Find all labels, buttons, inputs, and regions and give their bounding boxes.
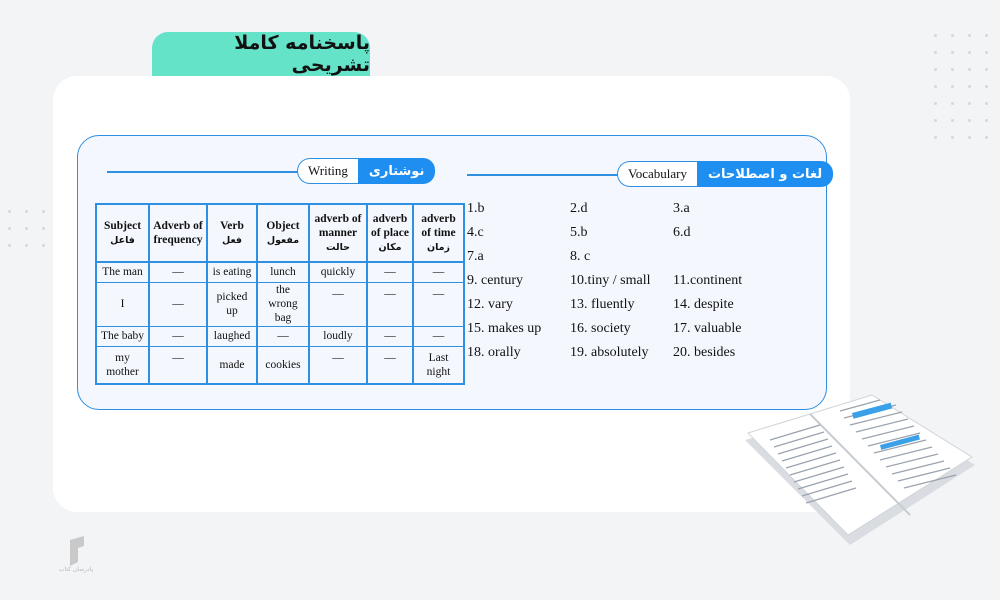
decorative-dot <box>985 51 988 54</box>
table-row <box>96 282 464 326</box>
vocabulary-answer: 3.a <box>673 201 690 216</box>
header-adverb-manner: adverb of manner حالت <box>309 204 367 262</box>
table-cell: — <box>149 346 207 384</box>
table-cell: — <box>413 262 464 282</box>
header-object: Object مفعول <box>257 204 309 262</box>
table-cell: I <box>96 282 149 326</box>
brand-logo-text: پادرسان کتاب <box>58 566 94 573</box>
vocabulary-answer: 11.continent <box>673 273 743 288</box>
table-cell: — <box>149 262 207 282</box>
vocabulary-answer: 8. c <box>570 249 591 264</box>
decorative-dot <box>968 34 971 37</box>
vocabulary-answer: 2.d <box>570 201 588 216</box>
decorative-dot <box>934 119 937 122</box>
vocabulary-label: Vocabulary <box>617 161 697 187</box>
decorative-dot <box>25 244 28 247</box>
decorative-dot <box>968 68 971 71</box>
table-cell: The baby <box>96 326 149 346</box>
table-row <box>96 346 464 384</box>
vocabulary-answer: 6.d <box>673 225 691 240</box>
decorative-dot <box>25 210 28 213</box>
decorative-dot <box>951 85 954 88</box>
vocabulary-answer: 13. fluently <box>570 297 635 312</box>
table-cell: — <box>309 282 367 326</box>
decorative-dot <box>968 102 971 105</box>
vocabulary-answer: 19. absolutely <box>570 345 649 360</box>
table-cell: — <box>149 326 207 346</box>
vocabulary-answer: 18. orally <box>467 345 521 360</box>
decorative-dot <box>985 102 988 105</box>
decorative-dot <box>42 227 45 230</box>
decorative-dot <box>968 85 971 88</box>
vocabulary-answer <box>673 248 787 265</box>
decorative-dot <box>934 34 937 37</box>
decorative-dot <box>951 34 954 37</box>
decorative-dot <box>985 85 988 88</box>
table-cell: made <box>207 346 257 384</box>
writing-persian-label: نوشتاری <box>358 158 435 184</box>
decorative-dot <box>951 102 954 105</box>
vocabulary-answer: 4.c <box>467 225 484 240</box>
vocabulary-answer: 9. century <box>467 273 523 288</box>
decorative-dot <box>934 68 937 71</box>
table-cell: — <box>413 326 464 346</box>
vocabulary-answer: 12. vary <box>467 297 513 312</box>
table-row <box>96 326 464 346</box>
decorative-dot <box>934 51 937 54</box>
table-cell: — <box>257 326 309 346</box>
decorative-dot <box>42 244 45 247</box>
table-cell: The man <box>96 262 149 282</box>
vocabulary-section-header <box>617 161 833 187</box>
vocabulary-answer: 5.b <box>570 225 588 240</box>
table-cell: — <box>149 282 207 326</box>
table-cell: lunch <box>257 262 309 282</box>
vocabulary-header-line <box>467 174 619 176</box>
table-header-row <box>96 204 464 262</box>
table-cell: cookies <box>257 346 309 384</box>
vocabulary-answer: 7.a <box>467 249 484 264</box>
table-cell: — <box>367 262 413 282</box>
vocabulary-answers <box>467 200 787 361</box>
decorative-dot <box>985 34 988 37</box>
decorative-dot <box>985 136 988 139</box>
table-cell: loudly <box>309 326 367 346</box>
writing-section-header <box>297 158 435 184</box>
table-cell: — <box>309 346 367 384</box>
table-cell: — <box>367 282 413 326</box>
decorative-dot <box>951 119 954 122</box>
vocabulary-answer: 1.b <box>467 201 485 216</box>
decorative-dot <box>968 51 971 54</box>
table-cell: the wrong bag <box>257 282 309 326</box>
table-cell: quickly <box>309 262 367 282</box>
decorative-dot <box>25 227 28 230</box>
table-cell: laughed <box>207 326 257 346</box>
vocabulary-persian-label: لغات و اصطلاحات <box>697 161 833 187</box>
decorative-dot <box>985 119 988 122</box>
table-cell: is eating <box>207 262 257 282</box>
vocabulary-answer: 15. makes up <box>467 321 542 336</box>
table-row <box>96 262 464 282</box>
header-subject: Subject فاعل <box>96 204 149 262</box>
table-cell: — <box>413 282 464 326</box>
table-cell: my mother <box>96 346 149 384</box>
table-cell: — <box>367 346 413 384</box>
page-title: پاسخنامه کاملا تشریحی <box>152 32 370 76</box>
writing-header-line <box>107 171 299 173</box>
decorative-dot <box>985 68 988 71</box>
writing-label: Writing <box>297 158 358 184</box>
table-cell: — <box>367 326 413 346</box>
vocabulary-answer: 10.tiny / small <box>570 273 651 288</box>
vocabulary-answer: 20. besides <box>673 345 736 360</box>
header-adverb-frequency: Adverb of frequency <box>149 204 207 262</box>
decorative-dot <box>968 119 971 122</box>
decorative-dot <box>934 102 937 105</box>
vocabulary-answer: 14. despite <box>673 297 734 312</box>
header-adverb-time: adverb of time زمان <box>413 204 464 262</box>
vocabulary-answer: 16. society <box>570 321 631 336</box>
writing-table <box>95 203 465 385</box>
header-verb: Verb فعل <box>207 204 257 262</box>
decorative-dot <box>951 136 954 139</box>
decorative-dot <box>934 85 937 88</box>
decorative-dot <box>42 210 45 213</box>
table-cell: picked up <box>207 282 257 326</box>
decorative-dot <box>8 210 11 213</box>
decorative-dot <box>951 68 954 71</box>
decorative-dot <box>8 227 11 230</box>
decorative-dot <box>8 244 11 247</box>
decorative-dot <box>934 136 937 139</box>
book-illustration <box>740 385 980 555</box>
decorative-dot <box>968 136 971 139</box>
vocabulary-answer: 17. valuable <box>673 321 742 336</box>
decorative-dot <box>951 51 954 54</box>
decorative-dots-right <box>934 34 988 139</box>
table-cell: Last night <box>413 346 464 384</box>
decorative-dots-left <box>8 210 45 247</box>
header-adverb-place: adverb of place مکان <box>367 204 413 262</box>
